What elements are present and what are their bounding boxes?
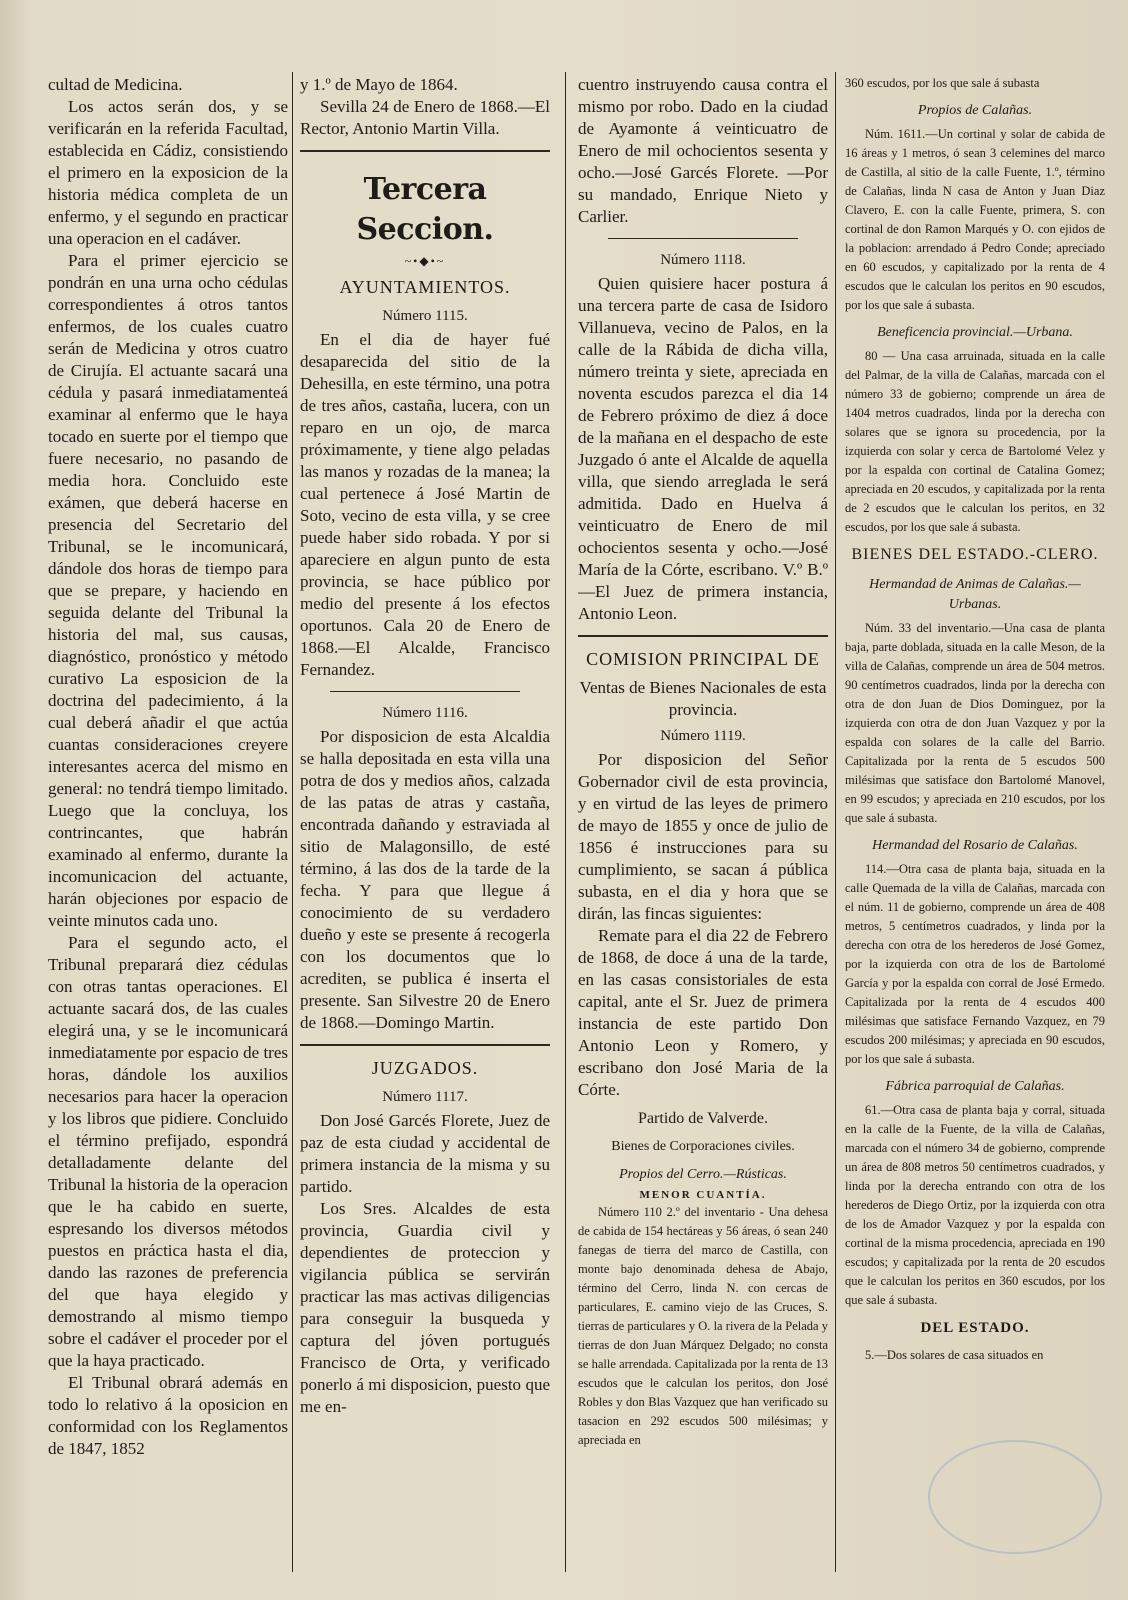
notice-number: Número 1119.	[660, 728, 746, 744]
notice-number: Número 1118.	[660, 252, 746, 268]
notice-text: 61.—Otra casa de planta baja y corral, situada en la calle de la Fuente, de la villa de Calañas, marcada con el número 34 de gobierno, comprende un área de 808 metros 50 centímetros cuadrados, y linda por la derecha entrando con otra de los herederos de Diego Ortiz, por la izquierda con otra de los de Amador Vazquez y por la espalda con cortinal de la misma procedencia, apreciada en 190 escudos; y capitalizada por la renta de 20 escudos que le calculan los peritos en 360 escudos, por los que sale á subasta.	[845, 1103, 1105, 1307]
library-stamp	[928, 1440, 1102, 1554]
notice-number: Número 1115.	[382, 308, 468, 324]
section-heading: JUZGADOS.	[371, 1058, 479, 1078]
paragraph: Para el primer ejercicio se pondrán en una urna ocho cédulas correspondientes á otros tantos enfermos, de los cuales cuatro serán de Medicina y otros cuatro de Cirujía. El actuante sacará una cédula y pasará inmediatamenteá examinar al enfermo que le haya tocado en suerte por el tiempo que fuere necesario, no pasando de media hora. Concluido este exámen, que deberá hacerse en presencia del Secretario del Tribunal, se le incomunicará, dándole dos horas de tiempo para que se prepare, y haciendo en seguida delante del Tribunal la historia del mal, sus causas, diagnóstico, pronóstico y método curativo La esposicion de la doctrina del padecimiento, á la cual deberá añadir el que actúa cuantas consideraciones creyere interesantes acerca del mismo en general: no tendrá tiempo limitado. Luego que la concluya, los contrincantes, que habrán examinado al enfermo, durante la incomunicacion del actuante, harán objeciones por espacio de veinte minutos cada uno.	[48, 251, 288, 930]
paragraph: Para el segundo acto, el Tribunal preparará diez cédulas con otras tantas operaciones. El actuante sacará dos, de las cuales elegirá una, y se le incomunicará inmediatamente por espacio de tres horas, dándole los auxilios necesarios para hacer la operacion y los libros que pidiere. Concluido el término prefijado, espondrá detalladamente delante del Tribunal la historia de la operacion que le ha cabido en suerte, espresando los diversos métodos puestos en práctica hasta el dia, dando las razones de preferencia del que haya elegido y demostrando al mismo tiempo sobre el cadáver el proceder por el que la haya practicado.	[48, 933, 288, 1370]
subheading: Ventas de Bienes Nacionales de esta provincia.	[579, 678, 827, 719]
column-rule	[835, 72, 836, 1572]
divider	[608, 238, 798, 239]
paragraph: cuentro instruyendo causa contra el mismo por robo. Dado en la ciudad de Ayamonte á veinticuatro de Enero de mil ochocientos sesenta y ocho.—José Garcés Florete. —Por su mandado, Enrique Nieto y Carlier.	[578, 75, 828, 226]
column-rule	[565, 72, 566, 1572]
section-title: Tercera Seccion.	[356, 172, 494, 247]
notice-text: Los Sres. Alcaldes de esta provincia, Guardia civil y dependientes de proteccion y vigilancia pública se servirán practicar las mas activas diligencias para conseguir la busqueda y captura del jóven portugués Francisco de Orta, y verificado ponerlo á mi disposicion, puesto que me en-	[300, 1199, 550, 1416]
divider	[578, 635, 828, 637]
section-heading: AYUNTAMIENTOS.	[339, 277, 511, 297]
notice-text: Quien quisiere hacer postura á una tercera parte de casa de Isidoro Villanueva, vecino de Palos, en la calle de la Rábida de dicha villa, número treinta y siete, apreciada en noventa escudos parezca el dia 14 de Febrero próximo de diez á doce de la mañana en el despacho de este Juzgado ó ante el Alcalde de aquella villa, que siendo arreglada le será admitida. Dado en Huelva á veinticuatro de Enero de mil ochocientos sesenta y ocho.—José María de la Córte, escribano. V.º B.º—El Juez de primera instancia, Antonio Leon.	[578, 274, 828, 623]
section-heading: BIENES DEL ESTADO.-CLERO.	[851, 546, 1099, 563]
subheading: Hermandad del Rosario de Calañas.	[872, 838, 1078, 853]
paragraph: cultad de Medicina.	[48, 75, 183, 94]
divider	[300, 150, 550, 152]
divider	[300, 1044, 550, 1046]
paragraph: y 1.º de Mayo de 1864.	[300, 75, 458, 94]
column-1	[48, 74, 288, 1460]
section-heading: DEL ESTADO.	[920, 1320, 1030, 1336]
notice-text: Por disposicion del Señor Gobernador civil de esta provincia, y en virtud de las leyes de primero de mayo de 1855 y once de julio de 1856 é instrucciones para su cumplimiento, se sacan á pública subasta, en el dia y hora que se dirán, las fincas siguientes:	[578, 750, 828, 923]
subheading: Hermandad de Animas de Calañas.—Urbanas.	[869, 577, 1081, 612]
divider	[330, 691, 520, 692]
notice-text: Por disposicion de esta Alcaldia se halla depositada en esta villa una potra de dos y medios años, calzada de las patas de atras y castaña, encontrada dañando y estraviada al sitio de Malagonsillo, de esté término, á las dos de la tarde de la fecha. Y para que llegue á conocimiento de su verdadero dueño y este se presente á recogerla con los documentos que lo acrediten, se publica é inserta el presente. San Silvestre 20 de Enero de 1868.—Domingo Martin.	[300, 727, 550, 1032]
subheading: Partido de Valverde.	[638, 1110, 768, 1127]
subheading: Bienes de Corporaciones civiles.	[611, 1139, 795, 1154]
subheading: Fábrica parroquial de Calañas.	[885, 1079, 1065, 1094]
paragraph: 360 escudos, por los que sale á subasta	[845, 76, 1040, 90]
subheading: Beneficencia provincial.—Urbana.	[877, 325, 1073, 340]
section-heading: COMISION PRINCIPAL DE	[586, 649, 820, 669]
notice-text: En el dia de hayer fué desaparecida del sitio de la Dehesilla, en este término, una potra de tres años, castaña, lucera, con un reparo en un ojo, de marca próximamente, y tiene algo peladas las manos y rozadas de la manea; la cual pertenece á José Martin de Soto, vecino de esta villa, y se cree puede haber sido robada. Y por si apareciere en algun punto de esta provincia, se hace público por medio del presente á los efectos oportunos. Cala 20 de Enero de 1868.—El Alcalde, Francisco Fernandez.	[300, 330, 550, 679]
notice-text: Núm. 33 del inventario.—Una casa de planta baja, parte doblada, situada en la calle Meson, de la villa de Calañas, comprende un área de 504 metros. 90 centímetros cuadrados, linda por la derecha con otra de don Juan de Dios Dominguez, por la izquierda con otra de don Juan Vazquez y por la espalda con solares de la calle del Barrio. Capitalizada por la renta de 5 escudos 500 milésimas que satisface don Bartolomé Manovel, en 99 escudos; y apreciada en 210 escudos, por los que sale á subasta.	[845, 621, 1105, 825]
notice-text: Remate para el dia 22 de Febrero de 1868, de doce á una de la tarde, en las casas consistoriales de esta capital, ante el Sr. Juez de primera instancia de este partido Don Antonio Leon y Romero, y escribano don José Maria de la Córte.	[578, 926, 828, 1099]
notice-text: 5.—Dos solares de casa situados en	[865, 1348, 1044, 1362]
paragraph: Los actos serán dos, y se verificarán en la referida Facultad, establecida en Cádiz, consistiendo el primero en la exposicion de la historia médica completa de un enfermo, y el segundo en practicar una operacion en el cadáver.	[48, 97, 288, 248]
subheading: Propios del Cerro.—Rústicas.	[619, 1167, 787, 1182]
notice-number: Número 1117.	[382, 1089, 468, 1105]
notice-text: Núm. 1611.—Un cortinal y solar de cabida de 16 áreas y 1 metros, ó sean 3 celemines del marco de Castilla, al sitio de la calle Fuente, 1.º, término de Calañas, linda N casa de Anton y Juan Diaz Clavero, E. con la calle Fuente, primera, S. con cortinal de don Ramon Marqués y O. con ejidos de la poblacion: arrendado á Pedro Conde; apreciado en 60 escudos, y capitalizado por la renta de 4 escudos que le calculan los peritos en 90 escudos, por los que sale á subasta.	[845, 127, 1105, 312]
notice-text: 114.—Otra casa de planta baja, situada en la calle Quemada de la villa de Calañas, marcada con el núm. 11 de gobierno, comprende un área de 408 metros, 5 centímetros cuadrados, y linda por la derecha con otra de los herederos de José Gomez, por la izquierda con otra de los de Bartolomé García y por la espalda con corral de José Ermedo. Capitalizada por la renta de 4 escudos 400 milésimas que satisface Fernando Vazquez, en 79 escudos 200 milésimas; y apreciada en 90 escudos, por los que sale á subasta.	[845, 862, 1105, 1066]
ornament: ~•◆•~	[404, 254, 446, 268]
notice-number: Número 1116.	[382, 705, 468, 721]
notice-text: Número 110 2.º del inventario - Una dehesa de cabida de 154 hectáreas y 56 áreas, ó sean 240 fanegas de tierra del marco de Castilla, con monte bajo denominada dehesa de Abajo, término del Cerro, linda N. con cercas de particulares, E. camino viejo de las Cruces, S. tierras de particulares y O. la rivera de la Pelada y tierras de don Juan Márquez Delgado; no consta se halle arrendada. Capitalizada por la renta de 13 escudos que le calculan los peritos, don José Robles y don Blas Vazquez que han verificado su tasacion en 292 escudos 500 milésimas; y apreciada en	[578, 1205, 828, 1447]
column-3	[578, 74, 828, 1450]
column-2	[300, 74, 550, 1418]
column-rule	[292, 72, 293, 1572]
paragraph: Sevilla 24 de Enero de 1868.—El Rector, Antonio Martin Villa.	[300, 97, 550, 138]
notice-text: 80 — Una casa arruinada, situada en la calle del Palmar, de la villa de Calañas, marcada con el número 33 de gobierno; comprende un área de 1404 metros cuadrados, linda por la derecha con solares que se ignora su procedencia, por la izquierda con solar y cerca de Bartolomé Velez y por la espalda con cortinal de Catalina Gomez; apreciada en 20 escudos, y capitalizada por la renta de 2 escudos que le calculan los peritos, en 32 escudos, por los que sale á subasta.	[845, 349, 1105, 534]
column-4	[845, 74, 1105, 1365]
subheading: Propios de Calañas.	[917, 103, 1033, 118]
subheading: MENOR CUANTÍA.	[639, 1189, 767, 1201]
paragraph: El Tribunal obrará además en todo lo relativo á la oposicion en conformidad con los Reglamentos de 1847, 1852	[48, 1373, 288, 1458]
notice-text: Don José Garcés Florete, Juez de paz de esta ciudad y accidental de primera instancia de la misma y su partido.	[300, 1111, 550, 1196]
